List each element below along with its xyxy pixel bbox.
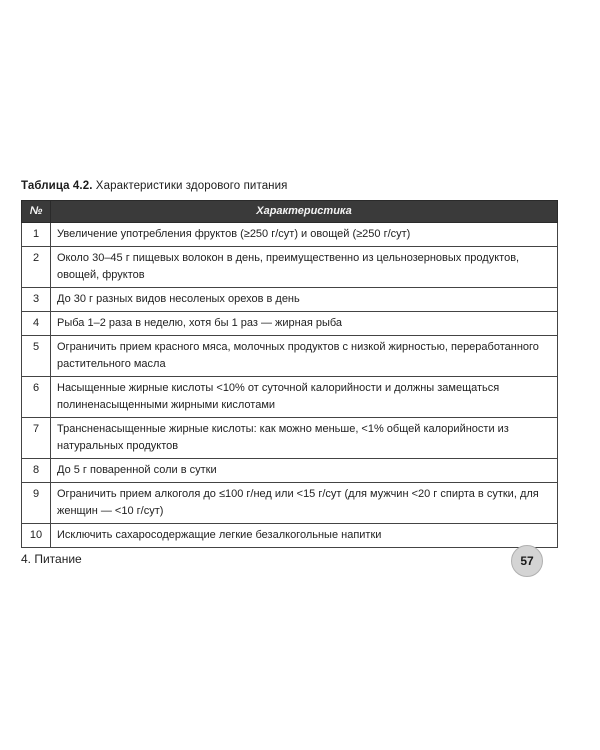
row-number: 9 bbox=[22, 483, 51, 524]
table-row bbox=[22, 312, 558, 336]
row-text: Увеличение употребления фруктов (≥250 г/сут) и овощей (≥250 г/сут) bbox=[51, 223, 558, 247]
table-row bbox=[22, 524, 558, 548]
row-text: Насыщенные жирные кислоты <10% от суточной калорийности и должны замещаться полиненасыщенными жирными кислотами bbox=[51, 377, 558, 418]
healthy-diet-table bbox=[21, 200, 558, 548]
table-header-row bbox=[22, 201, 558, 223]
row-text: Ограничить прием алкоголя до ≤100 г/нед или <15 г/сут (для мужчин <20 г спирта в сутки, для женщин — <10 г/сут) bbox=[51, 483, 558, 524]
row-number: 7 bbox=[22, 418, 51, 459]
row-number: 8 bbox=[22, 459, 51, 483]
table-caption bbox=[21, 180, 288, 192]
column-header-number: № bbox=[22, 201, 51, 223]
row-number: 2 bbox=[22, 247, 51, 288]
table-caption-text: Характеристики здорового питания bbox=[92, 180, 288, 192]
row-number: 1 bbox=[22, 223, 51, 247]
chapter-footer: 4. Питание bbox=[21, 552, 82, 566]
row-text: Трансненасыщенные жирные кислоты: как можно меньше, <1% общей калорийности из натуральных продуктов bbox=[51, 418, 558, 459]
row-number: 6 bbox=[22, 377, 51, 418]
table-row bbox=[22, 459, 558, 483]
table-row bbox=[22, 247, 558, 288]
column-header-characteristic: Характеристика bbox=[51, 201, 558, 223]
row-text: Рыба 1–2 раза в неделю, хотя бы 1 раз — жирная рыба bbox=[51, 312, 558, 336]
page-number-badge: 57 bbox=[511, 545, 543, 577]
table-row bbox=[22, 483, 558, 524]
row-text: Около 30–45 г пищевых волокон в день, преимущественно из цельнозерновых продуктов, овощей, фруктов bbox=[51, 247, 558, 288]
row-text: Ограничить прием красного мяса, молочных продуктов с низкой жирностью, переработанного растительного масла bbox=[51, 336, 558, 377]
table-row bbox=[22, 418, 558, 459]
table-row bbox=[22, 288, 558, 312]
table-row bbox=[22, 377, 558, 418]
table-row bbox=[22, 223, 558, 247]
row-number: 10 bbox=[22, 524, 51, 548]
row-number: 4 bbox=[22, 312, 51, 336]
table-caption-label: Таблица 4.2. bbox=[21, 180, 93, 192]
row-text: До 5 г поваренной соли в сутки bbox=[51, 459, 558, 483]
row-number: 3 bbox=[22, 288, 51, 312]
row-number: 5 bbox=[22, 336, 51, 377]
table-row bbox=[22, 336, 558, 377]
row-text: До 30 г разных видов несоленых орехов в день bbox=[51, 288, 558, 312]
row-text: Исключить сахаросодержащие легкие безалкогольные напитки bbox=[51, 524, 558, 548]
